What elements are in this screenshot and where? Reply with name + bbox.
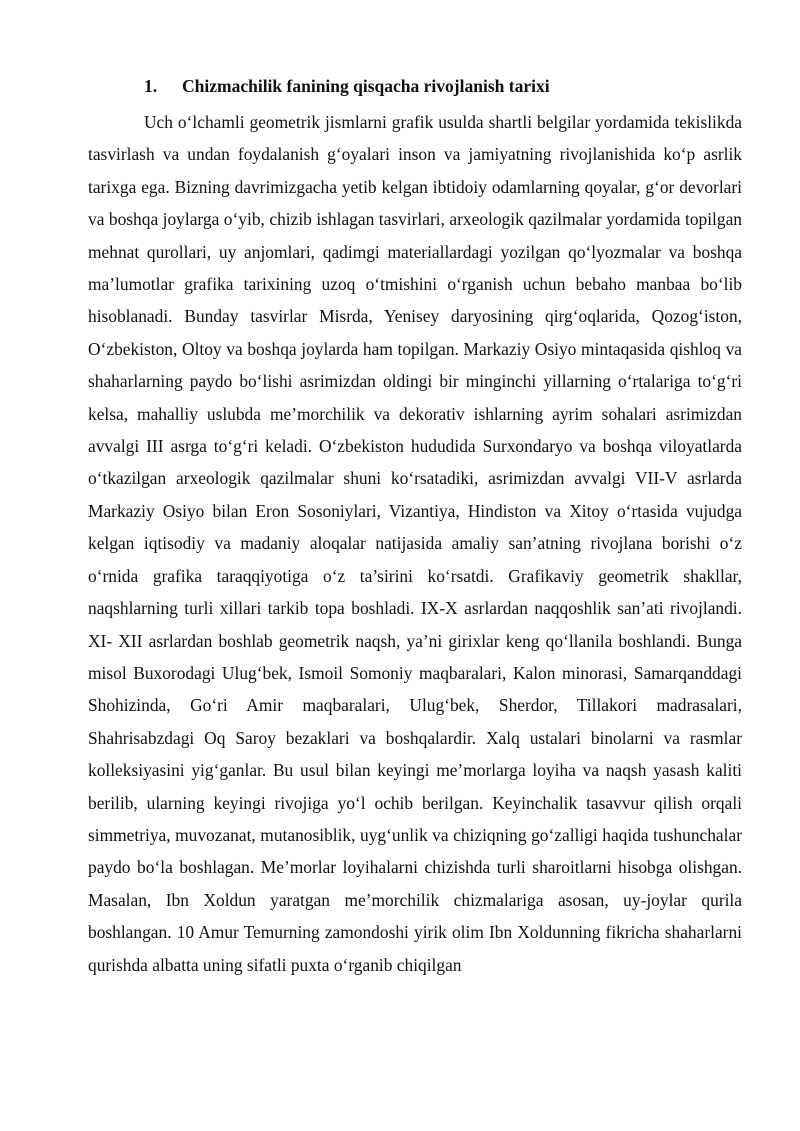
body-paragraph: Uch o‘lchamli geometrik jismlarni grafik usulda shartli belgilar yordamida tekislikda tasvirlash va undan foydalanish g‘oyalari inson va jamiyatning rivojlanishida ko‘p asrlik tarixga ega. Bizning davrimizgacha yetib kelgan ibtidoiy odamlarning qoyalar, g‘or devorlari va boshqa joylarga o‘yib, chizib ishlagan tasvirlari, arxeologik qazilmalar yordamida topilgan mehnat qurollari, uy anjomlari, qadimgi materiallardagi yozilgan qo‘lyozmalar va boshqa ma’lumotlar grafika tarixining uzoq o‘tmishini o‘rganish uchun bebaho manbaa bo‘lib hisoblanadi. Bunday tasvirlar Misrda, Yenisey daryosining qirg‘oqlarida, Qozog‘iston, O‘zbekiston, Oltoy va boshqa joylarda ham topilgan. Markaziy Osiyo mintaqasida qishloq va shaharlarning paydo bo‘lishi asrimizdan oldingi bir minginchi yillarning o‘rtalariga to‘g‘ri kelsa, mahalliy uslubda me’morchilik va dekorativ ishlarning ayrim sohalari asrimizdan avvalgi III asrga to‘g‘ri keladi. O‘zbekiston hududida Surxondaryo va boshqa viloyatlarda o‘tkazilgan arxeologik qazilmalar shuni ko‘rsatadiki, asrimizdan avvalgi VII-V asrlarda Markaziy Osiyo bilan Eron Sosoniylari, Vizantiya, Hindiston va Xitoy o‘rtasida vujudga kelgan iqtisodiy va madaniy aloqalar natijasida amaliy san’atning rivojlana borishi o‘z o‘rnida grafika taraqqiyotiga o‘z ta’sirini ko‘rsatdi. Grafikaviy geometrik shakllar, naqshlarning turli xillari tarkib topa boshladi. IX-X asrlardan naqqoshlik san’ati rivojlandi. XI- XII asrlardan boshlab geometrik naqsh, ya’ni girixlar keng qo‘llanila boshlandi. Bunga misol Buxorodagi Ulug‘bek, Ismoil Somoniy maqbaralari, Kalon minorasi, Samarqanddagi Shohizinda, Go‘ri Amir maqbaralari, Ulug‘bek, Sherdor, Tillakori madrasalari, Shahrisabzdagi Oq Saroy bezaklari va boshqalardir. Xalq ustalari binolarni va rasmlar kolleksiyasini yig‘ganlar. Bu usul bilan keyingi me’morlarga loyiha va naqsh yasash kaliti berilib, ularning keyingi rivojiga yo‘l ochib berilgan. Keyinchalik tasavvur qilish orqali simmetriya, muvozanat, mutanosiblik, uyg‘unlik va chiziqning go‘zalligi haqida tushunchalar paydo bo‘la boshlagan. Me’morlar loyihalarni chizishda turli sharoitlarni hisobga olishgan. Masalan, Ibn Xoldun yaratgan me’morchilik chizmalariga asosan, uy-joylar qurila boshlangan. 10 Amur Temurning zamondoshi yirik olim Ibn Xoldunning fikricha shaharlarni qurishda albatta uning sifatli puxta o‘rganib chiqilgan	[88, 112, 742, 975]
section-number: 1.	[144, 76, 158, 96]
document-page	[88, 74, 742, 981]
section-heading	[88, 74, 742, 98]
section-title: Chizmachilik fanining qisqacha rivojlanish tarixi	[182, 76, 550, 96]
